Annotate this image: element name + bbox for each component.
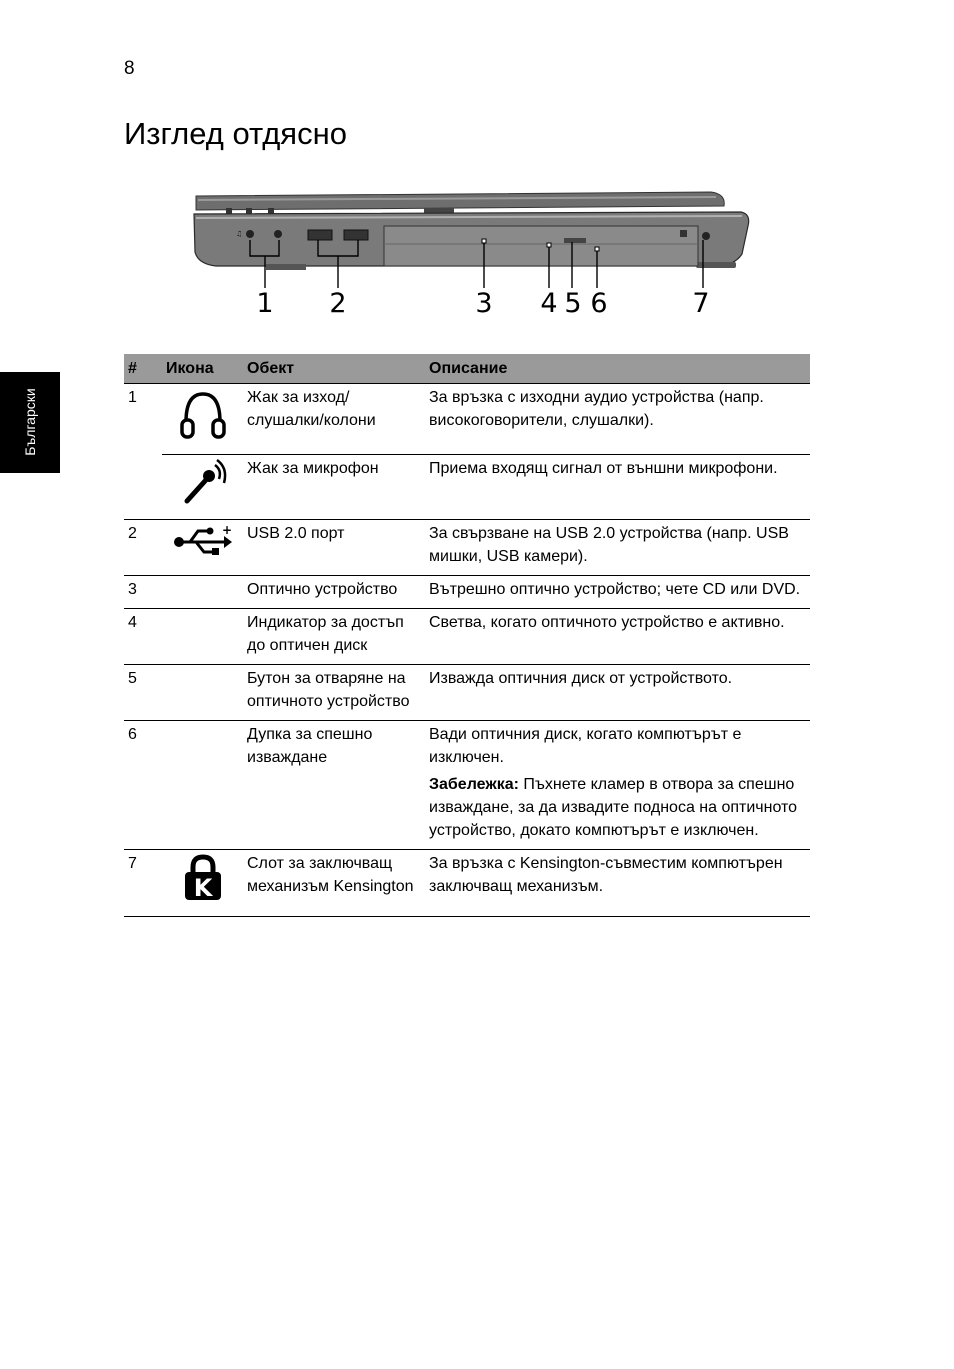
callout-5: 5 (564, 288, 582, 319)
row-object: USB 2.0 порт (243, 520, 425, 576)
header-num: # (124, 354, 162, 384)
row-num (124, 455, 162, 520)
headphones-icon (180, 388, 226, 440)
laptop-right-side-figure (186, 182, 758, 332)
icon-cell (162, 455, 243, 520)
table-row (124, 455, 810, 520)
row-num: 4 (124, 609, 162, 665)
side-tab-label: Български (22, 388, 38, 456)
callout-2: 2 (329, 288, 347, 319)
header-description: Описание (425, 354, 810, 384)
ports-table (124, 354, 810, 917)
language-side-tab (0, 372, 60, 473)
callout-3: 3 (475, 288, 493, 319)
row-description: Вади оптичния диск, когато компютърът е изключен. (429, 726, 742, 766)
usb-icon (172, 524, 234, 558)
row-object: Бутон за отваряне на оптичното устройство (243, 665, 425, 721)
row-num: 1 (128, 389, 137, 406)
note-label: Забележка: (429, 776, 519, 793)
svg-text:K: K (193, 874, 212, 902)
icon-cell (162, 609, 243, 665)
page-title: Изглед отдясно (124, 116, 347, 151)
table-row (124, 665, 810, 721)
callout-1: 1 (256, 288, 274, 319)
row-description-cell (425, 721, 810, 850)
note-text: Пъхнете кламер в отвора за спешно изваждане, за да извадите подноса на оптичното устройство, докато компютърът е изключен. (429, 776, 798, 839)
table-row (124, 609, 810, 665)
row-description: Изважда оптичния диск от устройството. (425, 665, 810, 721)
row-note (429, 773, 806, 842)
row-description: За връзка с изходни аудио устройства (напр. високоговорители, слушалки). (425, 384, 810, 455)
table-row (124, 576, 810, 609)
svg-text:+: + (221, 524, 232, 537)
table-header-row (124, 354, 810, 384)
row-num: 3 (124, 576, 162, 609)
table-row (124, 520, 810, 576)
row-num: 7 (124, 850, 162, 917)
icon-cell (162, 721, 243, 850)
row-object: Оптично устройство (243, 576, 425, 609)
icon-cell (162, 850, 243, 917)
kensington-lock-icon (183, 854, 223, 902)
row-description: Светва, когато оптичното устройство е активно. (425, 609, 810, 665)
svg-text:♫: ♫ (236, 230, 243, 238)
callout-4: 4 (540, 288, 558, 319)
row-object: Жак за изход/ слушалки/колони (243, 384, 425, 455)
callout-6: 6 (590, 288, 608, 319)
table-row (124, 850, 810, 917)
table-row (124, 721, 810, 850)
row-description: За свързване на USB 2.0 устройства (напр. USB мишки, USB камери). (425, 520, 810, 576)
icon-cell (162, 520, 243, 576)
row-description: За връзка с Kensington-съвместим компютърен заключващ механизъм. (425, 850, 810, 917)
row-object: Слот за заключващ механизъм Kensington (243, 850, 425, 917)
icon-cell (162, 384, 243, 455)
microphone-icon (179, 459, 227, 505)
icon-cell (162, 576, 243, 609)
row-num: 2 (124, 520, 162, 576)
row-object: Дупка за спешно изваждане (243, 721, 425, 850)
page-number: 8 (124, 58, 135, 79)
row-object: Жак за микрофон (243, 455, 425, 520)
header-object: Обект (243, 354, 425, 384)
header-icon: Икона (162, 354, 243, 384)
callout-7: 7 (692, 288, 710, 319)
row-num: 6 (124, 721, 162, 850)
row-description: Вътрешно оптично устройство; чете CD или DVD. (425, 576, 810, 609)
table-row (124, 384, 810, 455)
row-description: Приема входящ сигнал от външни микрофони. (425, 455, 810, 520)
row-num: 5 (124, 665, 162, 721)
icon-cell (162, 665, 243, 721)
row-object: Индикатор за достъп до оптичен диск (243, 609, 425, 665)
